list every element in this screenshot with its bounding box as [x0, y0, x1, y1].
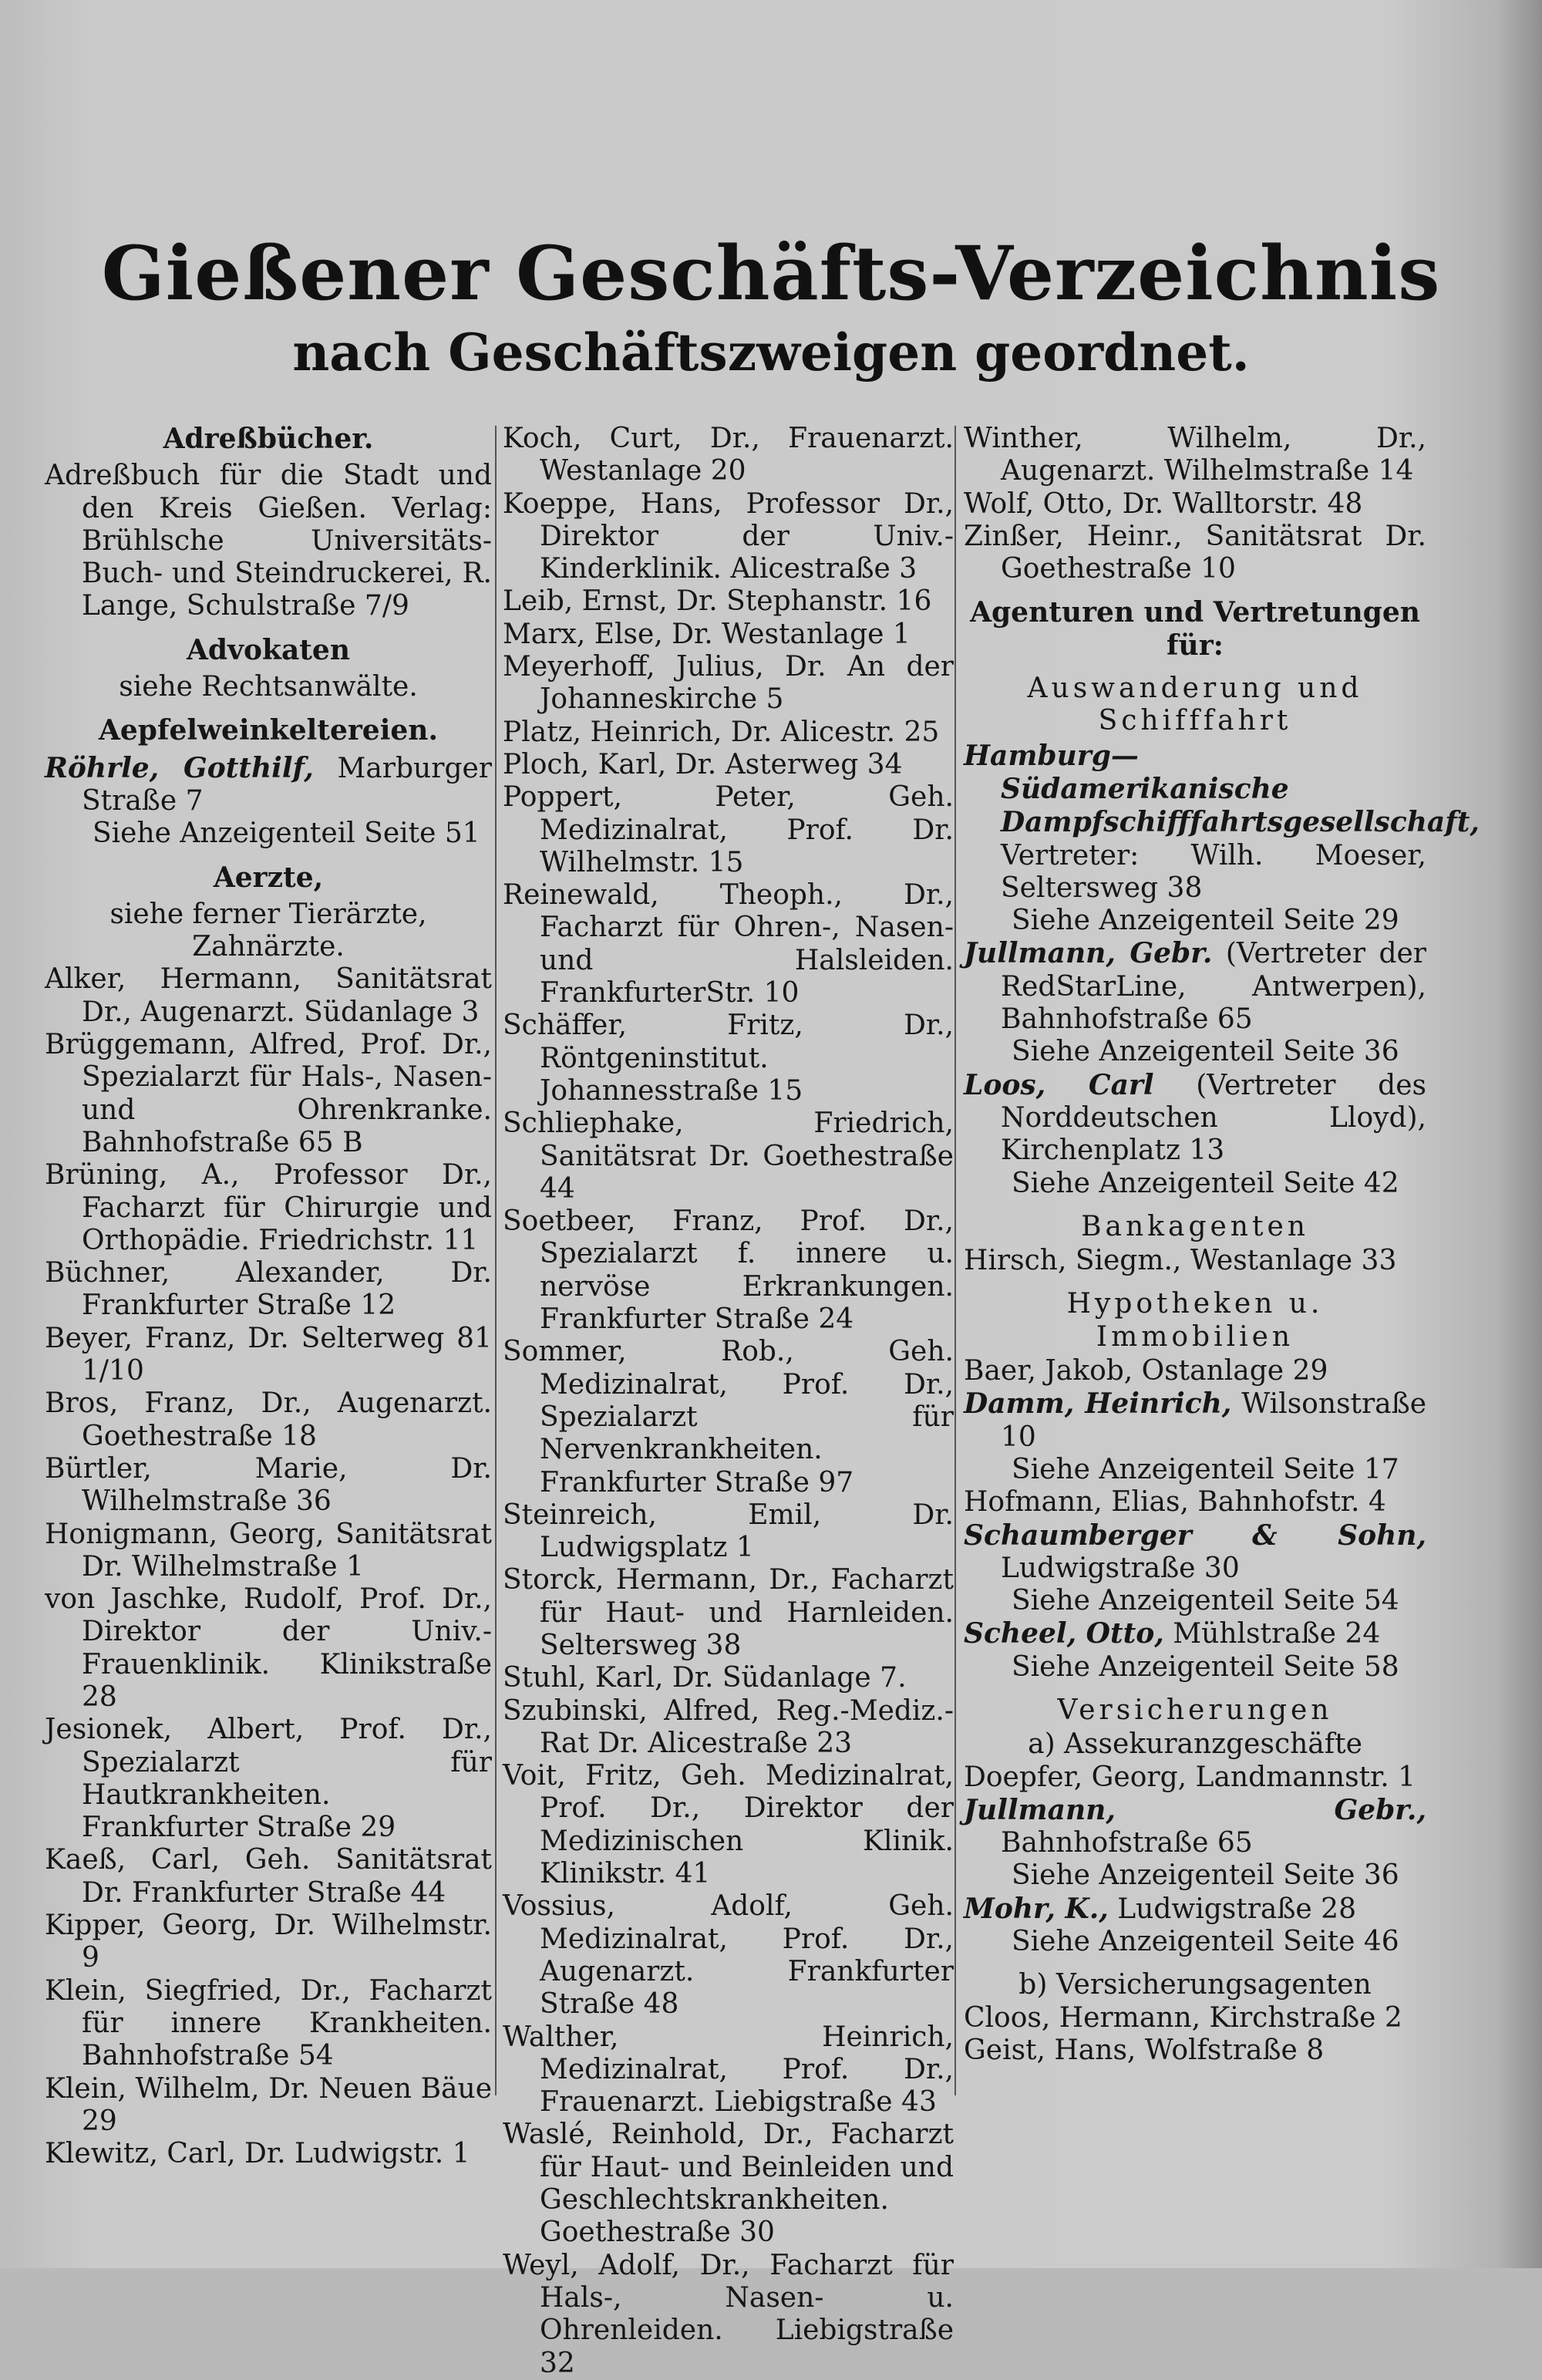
section-heading: Adreßbücher.: [163, 423, 374, 455]
directory-entry: [964, 1794, 1426, 1860]
entry-text: Soetbeer, Franz, Prof. Dr., Spezialarzt f. innere u. nervöse Erkrankungen. Frankfurter Straße 24: [503, 1205, 954, 1336]
entry-text: Klewitz, Carl, Dr. Ludwigstr. 1: [45, 2138, 470, 2170]
entry-name: Loos, Carl: [964, 1068, 1154, 1101]
directory-entry: [503, 2119, 954, 2249]
entry-text: Büchner, Alexander, Dr. Frankfurter Straße 12: [45, 1257, 492, 1322]
entry-text: Koeppe, Hans, Professor Dr., Direktor der Univ.-Kinderklinik. Alicestraße 3: [503, 487, 954, 585]
directory-entry: [964, 423, 1426, 488]
directory-entry: [964, 521, 1426, 586]
directory-entry: [503, 2021, 954, 2119]
section-note: siehe Rechtsanwälte.: [119, 671, 418, 703]
entry-name: Schaumberger & Sohn,: [964, 1519, 1426, 1552]
entry-name: Jullmann, Gebr.: [964, 937, 1213, 970]
entry-text: Stuhl, Karl, Dr. Südanlage 7.: [503, 1662, 907, 1694]
entry-text: Zinßer, Heinr., Sanitätsrat Dr. Goethestraße 10: [964, 520, 1426, 585]
directory-entry: [964, 1761, 1426, 1794]
entry-text: Cloos, Hermann, Kirchstraße 2: [964, 2001, 1402, 2034]
directory-entry: [503, 1010, 954, 1107]
directory-entry: [964, 1617, 1426, 1650]
directory-entry: [964, 1069, 1426, 1168]
entry-text: Platz, Heinrich, Dr. Alicestr. 25: [503, 716, 940, 748]
section-note: siehe ferner Tierärzte, Zahnärzte.: [109, 898, 427, 963]
directory-entry: [45, 1975, 492, 2073]
entry-text: Bürtler, Marie, Dr. Wilhelmstraße 36: [45, 1452, 492, 1518]
ad-reference: Siehe Anzeigenteil Seite 51: [93, 817, 480, 850]
directory-entry: [964, 1387, 1426, 1454]
entry-text: Reinewald, Theoph., Dr., Facharzt für Ohren-, Nasen- und Halsleiden. FrankfurterStr. 10: [503, 879, 954, 1010]
entry-text: Meyerhoff, Julius, Dr. An der Johanneskirche 5: [503, 651, 954, 716]
directory-entry: [503, 749, 954, 781]
directory-entry: [45, 1029, 492, 1159]
directory-entry: [45, 1583, 492, 1714]
entry-text: Hirsch, Siegm., Westanlage 33: [964, 1245, 1397, 1277]
entry-text: (Vertreter der RedStarLine, Antwerpen), Bahnhofstraße 65: [1001, 938, 1427, 1036]
entry-text: Kipper, Georg, Dr. Wilhelmstr. 9: [45, 1910, 492, 1974]
directory-entry: [503, 1564, 954, 1662]
entry-text: Jesionek, Albert, Prof. Dr., Spezialarzt für Hautkrankheiten. Frankfurter Straße 29: [45, 1714, 492, 1844]
directory-entry: [503, 879, 954, 1010]
entry-text: Poppert, Peter, Geh. Medizinalrat, Prof. Dr. Wilhelmstr. 15: [503, 781, 954, 878]
directory-entry: [45, 2138, 492, 2170]
entry-text: Szubinski, Alfred, Reg.-Mediz.-Rat Dr. Alicestraße 23: [503, 1694, 954, 1759]
spacer: [964, 1958, 1426, 1969]
ad-reference: Siehe Anzeigenteil Seite 36: [1012, 1036, 1399, 1068]
section-heading: Aerzte,: [213, 861, 324, 894]
directory-entry: [964, 1519, 1426, 1586]
entry-text: Geist, Hans, Wolfstraße 8: [964, 2034, 1325, 2066]
entry-text: Weyl, Adolf, Dr., Facharzt für Hals-, Nasen- u. Ohrenleiden. Liebigstraße 32: [503, 2249, 954, 2379]
directory-entry: [45, 1910, 492, 1975]
directory-entry: [964, 488, 1426, 521]
directory-entry: [45, 1844, 492, 1910]
entry-text: Ploch, Karl, Dr. Asterweg 34: [503, 748, 903, 780]
subsection-heading: Bankagenten: [1081, 1210, 1309, 1242]
directory-entry: [964, 2002, 1426, 2034]
page-subtitle: nach Geschäftszweigen geordnet.: [292, 322, 1250, 383]
entry-text: Walther, Heinrich, Medizinalrat, Prof. Dr., Frauenarzt. Liebigstraße 43: [503, 2021, 954, 2119]
directory-entry: [964, 1486, 1426, 1519]
directory-entry: [964, 1355, 1426, 1387]
section-note: a) Assekuranzgeschäfte: [1028, 1728, 1362, 1761]
entry-text: Schliephake, Friedrich, Sanitätsrat Dr. Goethestraße 44: [503, 1107, 954, 1205]
directory-entry: [503, 1205, 954, 1336]
entry-text: Ludwigstraße 30: [1001, 1552, 1240, 1584]
subsection-heading: Versicherungen: [1057, 1694, 1333, 1726]
directory-entry: [45, 1257, 492, 1323]
directory-entry: [503, 1662, 954, 1694]
column-right: [964, 423, 1480, 2067]
entry-text: Leib, Ernst, Dr. Stephanstr. 16: [503, 585, 932, 618]
ad-reference: Siehe Anzeigenteil Seite 42: [1012, 1167, 1399, 1199]
entry-text: Hofmann, Elias, Bahnhofstr. 4: [964, 1486, 1386, 1519]
directory-entry: [45, 752, 492, 818]
section-heading: Advokaten: [186, 633, 350, 666]
ad-reference: Siehe Anzeigenteil Seite 36: [1012, 1859, 1399, 1892]
section-heading: Agenturen und Vertretungen für:: [970, 596, 1420, 662]
ad-reference: Siehe Anzeigenteil Seite 17: [1012, 1453, 1399, 1485]
entry-text: Schäffer, Fritz, Dr., Röntgeninstitut. Johannesstraße 15: [503, 1010, 954, 1107]
entry-text: Adreßbuch für die Stadt und den Kreis Gießen. Verlag: Brühlsche Universitäts-Buch- und Steindruckerei, R. Lange, Schulstraße 7/9: [45, 460, 492, 622]
entry-text: Bahnhofstraße 65: [1001, 1827, 1253, 1859]
entry-text: Klein, Siegfried, Dr., Facharzt für innere Krankheiten. Bahnhofstraße 54: [45, 1974, 492, 2072]
entry-text: Koch, Curt, Dr., Frauenarzt. Westanlage 20: [503, 423, 954, 487]
column-divider: [495, 426, 497, 2095]
directory-entry: [503, 1760, 954, 1890]
subsection-heading: Auswanderung und Schifffahrt: [1027, 673, 1363, 737]
entry-text: Sommer, Rob., Geh. Medizinalrat, Prof. Dr., Spezialarzt für Nervenkrankheiten. Frankfurter Straße 97: [503, 1336, 954, 1498]
entry-text: Voit, Fritz, Geh. Medizinalrat, Prof. Dr., Direktor der Medizinischen Klinik. Klinikstr. 41: [503, 1760, 954, 1890]
column-middle: [503, 423, 954, 2380]
entry-name: Mohr, K.,: [964, 1892, 1109, 1925]
directory-entry: [964, 1245, 1426, 1277]
entry-name: Jullmann, Gebr.,: [964, 1793, 1426, 1826]
directory-entry: [503, 585, 954, 618]
entry-text: Storck, Hermann, Dr., Facharzt für Haut- und Harnleiden. Seltersweg 38: [503, 1564, 954, 1661]
entry-text: Vertreter: Wilh. Moeser, Seltersweg 38: [1001, 839, 1426, 904]
directory-entry: [503, 716, 954, 749]
entry-text: von Jaschke, Rudolf, Prof. Dr., Direktor der Univ.-Frauenklinik. Klinikstraße 28: [45, 1583, 492, 1713]
directory-entry: [964, 739, 1480, 905]
directory-entry: [964, 2034, 1426, 2067]
directory-entry: [964, 937, 1426, 1036]
entry-text: Wolf, Otto, Dr. Walltorstr. 48: [964, 487, 1363, 520]
entry-text: Marx, Else, Dr. Westanlage 1: [503, 618, 911, 650]
entry-name: Hamburg—Südamerikanische Dampfschifffahrtsgesellschaft,: [964, 739, 1480, 839]
ad-reference: Siehe Anzeigenteil Seite 46: [1012, 1926, 1399, 1958]
entry-text: (Vertreter des Norddeutschen Lloyd), Kirchenplatz 13: [1001, 1069, 1426, 1167]
directory-entry: [503, 1499, 954, 1565]
directory-entry: [503, 488, 954, 586]
ad-reference: Siehe Anzeigenteil Seite 58: [1012, 1650, 1399, 1683]
directory-entry: [45, 1159, 492, 1257]
directory-entry: [503, 1336, 954, 1498]
entry-text: Bros, Franz, Dr., Augenarzt. Goethestraße 18: [45, 1387, 492, 1452]
entry-text: Mühlstraße 24: [1173, 1618, 1381, 1650]
page-title: Gießener Geschäfts-Verzeichnis: [101, 230, 1441, 317]
entry-text: Beyer, Franz, Dr. Selterweg 81 1/10: [45, 1322, 492, 1387]
entry-text: Alker, Hermann, Sanitätsrat Dr., Augenarzt. Südanlage 3: [45, 963, 492, 1028]
entry-name: Damm, Heinrich,: [964, 1387, 1232, 1421]
entry-text: Brüggemann, Alfred, Prof. Dr., Spezialarzt für Hals-, Nasen- und Ohrenkranke. Bahnhofstraße 65 B: [45, 1029, 492, 1158]
entry-name: Röhrle, Gotthilf,: [45, 751, 314, 784]
entry-text: Ludwigstraße 28: [1117, 1893, 1356, 1925]
directory-entry: [503, 1695, 954, 1761]
directory-entry: [45, 1519, 492, 1584]
entry-text: Klein, Wilhelm, Dr. Neuen Bäue 29: [45, 2072, 492, 2137]
directory-entry: [503, 1107, 954, 1205]
directory-entry: [503, 619, 954, 651]
directory-entry: [503, 1890, 954, 2021]
entry-text: Honigmann, Georg, Sanitätsrat Dr. Wilhelmstraße 1: [45, 1518, 492, 1583]
directory-entry: [503, 781, 954, 879]
entry-text: Steinreich, Emil, Dr. Ludwigsplatz 1: [503, 1498, 954, 1564]
directory-entry: [45, 963, 492, 1029]
entry-text: Doepfer, Georg, Landmannstr. 1: [964, 1761, 1416, 1793]
directory-entry: [45, 1714, 492, 1844]
directory-entry: [503, 651, 954, 716]
directory-entry: [503, 2250, 954, 2380]
entry-text: Winther, Wilhelm, Dr., Augenarzt. Wilhelmstraße 14: [964, 423, 1426, 487]
directory-entry: [45, 460, 492, 622]
entry-text: Marburger Straße 7: [82, 752, 492, 817]
directory-entry: [45, 1453, 492, 1519]
entry-text: Waslé, Reinhold, Dr., Facharzt für Haut- und Beinleiden und Geschlechtskrankheiten. Goethestraße 30: [503, 2119, 954, 2249]
entry-text: Vossius, Adolf, Geh. Medizinalrat, Prof. Dr., Augenarzt. Frankfurter Straße 48: [503, 1890, 954, 2021]
directory-entry: [503, 423, 954, 488]
directory-entry: [45, 1387, 492, 1453]
ad-reference: Siehe Anzeigenteil Seite 54: [1012, 1585, 1399, 1617]
ad-reference: Siehe Anzeigenteil Seite 29: [1012, 905, 1399, 937]
entry-text: Baer, Jakob, Ostanlage 29: [964, 1355, 1328, 1387]
subsection-heading: Hypotheken u. Immobilien: [1066, 1288, 1324, 1353]
entry-name: Scheel, Otto,: [964, 1617, 1164, 1650]
directory-entry: [45, 2073, 492, 2139]
column-divider: [954, 426, 956, 2095]
section-heading: Aepfelweinkeltereien.: [98, 714, 439, 747]
directory-entry: [45, 1323, 492, 1388]
entry-text: Wilsonstraße 10: [1001, 1388, 1426, 1453]
column-left: [45, 423, 492, 2170]
entry-text: Brüning, A., Professor Dr., Facharzt für Chirurgie und Orthopädie. Friedrichstr. 11: [45, 1159, 492, 1256]
directory-entry: [964, 1893, 1426, 1926]
section-note: b) Versicherungsagenten: [1018, 1969, 1372, 2001]
entry-text: Kaeß, Carl, Geh. Sanitätsrat Dr. Frankfurter Straße 44: [45, 1844, 492, 1909]
